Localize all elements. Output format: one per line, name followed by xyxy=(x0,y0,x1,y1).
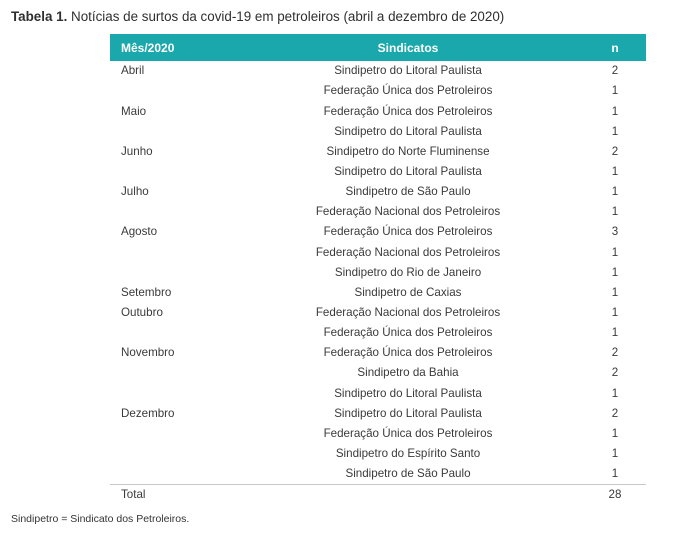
cell-count: 1 xyxy=(611,164,619,178)
table-row xyxy=(110,403,646,423)
table-row xyxy=(110,383,646,403)
total-value: 28 xyxy=(584,484,646,505)
cell-month: Setembro xyxy=(121,285,172,299)
caption-lead: Tabela 1. xyxy=(11,9,68,24)
table-row xyxy=(110,242,646,262)
cell-month xyxy=(110,363,232,383)
table-row xyxy=(110,222,646,242)
cell-month xyxy=(110,424,232,444)
cell-count: 1 xyxy=(611,305,619,319)
table-row xyxy=(110,303,646,323)
table-row xyxy=(110,81,646,101)
outbreaks-table xyxy=(110,34,646,505)
table-body xyxy=(110,61,646,505)
cell-union: Sindipetro de São Paulo xyxy=(345,185,471,199)
cell-count: 3 xyxy=(611,225,619,239)
cell-month: Novembro xyxy=(121,346,175,360)
cell-month: Julho xyxy=(121,185,149,199)
table-row xyxy=(110,262,646,282)
cell-count: 1 xyxy=(611,124,619,138)
cell-union: Sindipetro do Rio de Janeiro xyxy=(334,265,482,279)
cell-union: Federação Única dos Petroleiros xyxy=(323,426,493,440)
cell-union: Federação Nacional dos Petroleiros xyxy=(315,245,501,259)
cell-count: 2 xyxy=(611,64,619,78)
cell-union: Sindipetro do Litoral Paulista xyxy=(334,64,482,78)
cell-month: Outubro xyxy=(121,305,163,319)
cell-count: 1 xyxy=(611,265,619,279)
cell-union: Sindipetro do Litoral Paulista xyxy=(334,386,482,400)
footnote: Sindipetro = Sindicato dos Petroleiros. xyxy=(11,513,190,525)
cell-union: Federação Nacional dos Petroleiros xyxy=(315,205,501,219)
cell-count: 1 xyxy=(611,326,619,340)
cell-month: Maio xyxy=(121,104,147,118)
cell-month xyxy=(110,464,232,485)
table-row xyxy=(110,101,646,121)
cell-month: Abril xyxy=(121,64,145,78)
header-count: n xyxy=(584,34,646,61)
table-caption xyxy=(11,9,504,24)
cell-month xyxy=(110,121,232,141)
cell-count: 1 xyxy=(611,245,619,259)
cell-count: 1 xyxy=(611,467,619,481)
cell-union: Sindipetro da Bahia xyxy=(357,366,459,380)
table-row xyxy=(110,323,646,343)
cell-count: 2 xyxy=(611,346,619,360)
cell-union: Federação Nacional dos Petroleiros xyxy=(315,305,501,319)
cell-count: 1 xyxy=(611,285,619,299)
cell-union: Sindipetro do Norte Fluminense xyxy=(326,144,490,158)
caption-text: Notícias de surtos da covid-19 em petroleiros (abril a dezembro de 2020) xyxy=(67,9,505,24)
cell-count: 1 xyxy=(611,205,619,219)
cell-count: 1 xyxy=(611,426,619,440)
table-row xyxy=(110,363,646,383)
cell-union: Federação Única dos Petroleiros xyxy=(323,84,493,98)
cell-month: Dezembro xyxy=(121,406,175,420)
cell-count: 2 xyxy=(611,144,619,158)
cell-union: Federação Única dos Petroleiros xyxy=(323,104,493,118)
table-row xyxy=(110,202,646,222)
cell-union: Federação Única dos Petroleiros xyxy=(323,326,493,340)
table-row xyxy=(110,61,646,81)
total-label: Total xyxy=(110,484,232,505)
cell-month xyxy=(110,81,232,101)
cell-month xyxy=(110,323,232,343)
cell-count: 2 xyxy=(611,406,619,420)
cell-count: 2 xyxy=(611,366,619,380)
table-row xyxy=(110,182,646,202)
table-header-row xyxy=(110,34,646,61)
cell-union: Sindipetro do Litoral Paulista xyxy=(334,406,482,420)
cell-month xyxy=(110,202,232,222)
table-row xyxy=(110,464,646,485)
cell-union: Sindipetro de São Paulo xyxy=(345,467,471,481)
header-unions: Sindicatos xyxy=(232,34,584,61)
cell-union: Sindipetro do Litoral Paulista xyxy=(334,124,482,138)
cell-union: Federação Única dos Petroleiros xyxy=(323,225,493,239)
cell-count: 1 xyxy=(611,84,619,98)
table-row xyxy=(110,142,646,162)
cell-union: Sindipetro do Litoral Paulista xyxy=(334,164,482,178)
cell-count: 1 xyxy=(611,185,619,199)
total-spacer xyxy=(232,484,584,505)
cell-month: Junho xyxy=(121,144,153,158)
header-month: Mês/2020 xyxy=(110,34,232,61)
table-row xyxy=(110,283,646,303)
cell-union: Sindipetro de Caxias xyxy=(354,285,462,299)
cell-month xyxy=(110,242,232,262)
cell-count: 1 xyxy=(611,386,619,400)
table-row xyxy=(110,444,646,464)
cell-count: 1 xyxy=(611,446,619,460)
cell-month xyxy=(110,162,232,182)
table-row xyxy=(110,424,646,444)
total-row xyxy=(110,484,646,505)
table-row xyxy=(110,343,646,363)
cell-month: Agosto xyxy=(121,225,158,239)
table-row xyxy=(110,121,646,141)
cell-count: 1 xyxy=(611,104,619,118)
cell-month xyxy=(110,444,232,464)
cell-month xyxy=(110,262,232,282)
table-row xyxy=(110,162,646,182)
cell-month xyxy=(110,383,232,403)
cell-union: Federação Única dos Petroleiros xyxy=(323,346,493,360)
cell-union: Sindipetro do Espírito Santo xyxy=(335,446,481,460)
